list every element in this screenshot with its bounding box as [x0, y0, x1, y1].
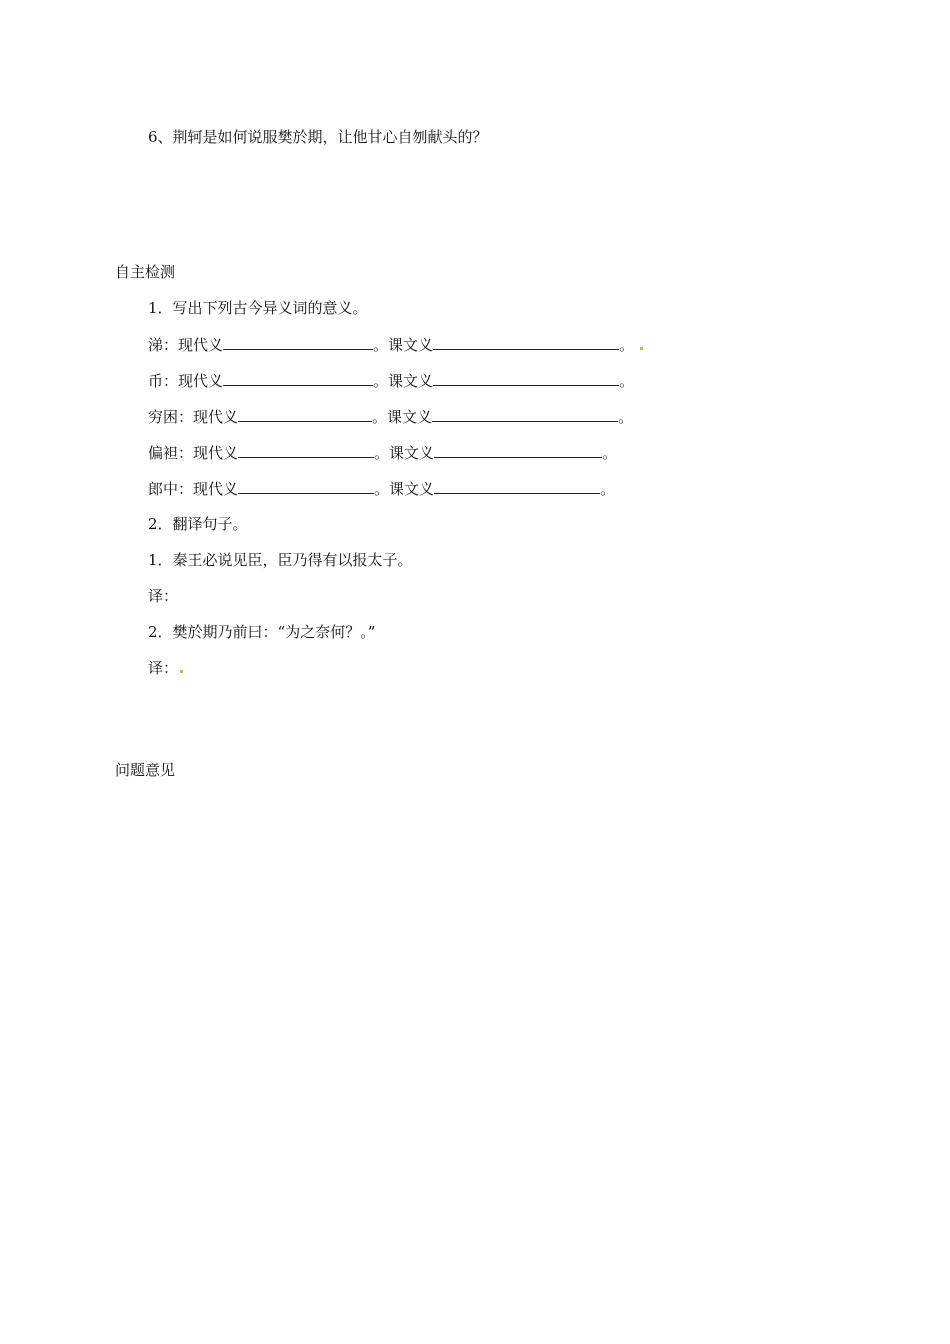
vocab-word: 偏袒： [148, 444, 194, 462]
terminator: 。 [619, 336, 635, 354]
modern-meaning-label: 现代义 [193, 408, 239, 426]
question-6: 6、荆轲是如何说服樊於期，让他甘心自刎献头的？ [148, 128, 488, 146]
text-meaning-blank[interactable] [434, 478, 600, 494]
text-meaning-label: 课文义 [389, 480, 435, 498]
separator: 。 [373, 336, 389, 354]
separator: 。 [374, 480, 390, 498]
modern-meaning-blank[interactable] [223, 370, 373, 386]
text-meaning-label: 课文义 [388, 336, 434, 354]
text-meaning-label: 课文义 [388, 372, 434, 390]
modern-meaning-blank[interactable] [223, 334, 373, 350]
separator: 。 [374, 444, 390, 462]
text-meaning-blank[interactable] [432, 406, 618, 422]
mark-dot [180, 670, 183, 673]
vocab-word: 郎中： [148, 480, 194, 498]
mark-dot [640, 347, 643, 350]
terminator: 。 [600, 480, 616, 498]
vocab-row [148, 334, 643, 355]
translate-label-2: 译： [148, 659, 179, 677]
vocab-row [148, 406, 633, 427]
text-meaning-blank[interactable] [434, 442, 602, 458]
vocab-word: 穷困： [148, 408, 194, 426]
modern-meaning-label: 现代义 [193, 444, 239, 462]
text-meaning-blank[interactable] [433, 334, 619, 350]
modern-meaning-label: 现代义 [193, 480, 239, 498]
modern-meaning-blank[interactable] [238, 406, 372, 422]
vocab-row [148, 370, 634, 391]
sentence-1: 1．秦王必说见臣，臣乃得有以报太子。 [148, 551, 413, 569]
modern-meaning-blank[interactable] [238, 442, 374, 458]
separator: 。 [372, 408, 388, 426]
modern-meaning-blank[interactable] [238, 478, 374, 494]
task-1-title: 1．写出下列古今异义词的意义。 [148, 299, 368, 317]
vocab-row [148, 478, 615, 499]
vocab-word: 涕： [148, 336, 179, 354]
task-2-title: 2．翻译句子。 [148, 515, 248, 533]
text-meaning-label: 课文义 [387, 408, 433, 426]
terminator: 。 [618, 408, 634, 426]
modern-meaning-label: 现代义 [178, 336, 224, 354]
text-meaning-blank[interactable] [433, 370, 619, 386]
translate-line-2 [148, 658, 183, 678]
translate-label-1: 译： [148, 587, 179, 605]
section-heading-self-check: 自主检测 [115, 263, 176, 281]
terminator: 。 [619, 372, 635, 390]
section-heading-feedback: 问题意见 [115, 761, 176, 779]
text-meaning-label: 课文义 [389, 444, 435, 462]
sentence-2: 2．樊於期乃前曰：“为之奈何？。” [148, 623, 376, 641]
vocab-row [148, 442, 617, 463]
separator: 。 [373, 372, 389, 390]
vocab-word: 币： [148, 372, 179, 390]
terminator: 。 [602, 444, 618, 462]
modern-meaning-label: 现代义 [178, 372, 224, 390]
